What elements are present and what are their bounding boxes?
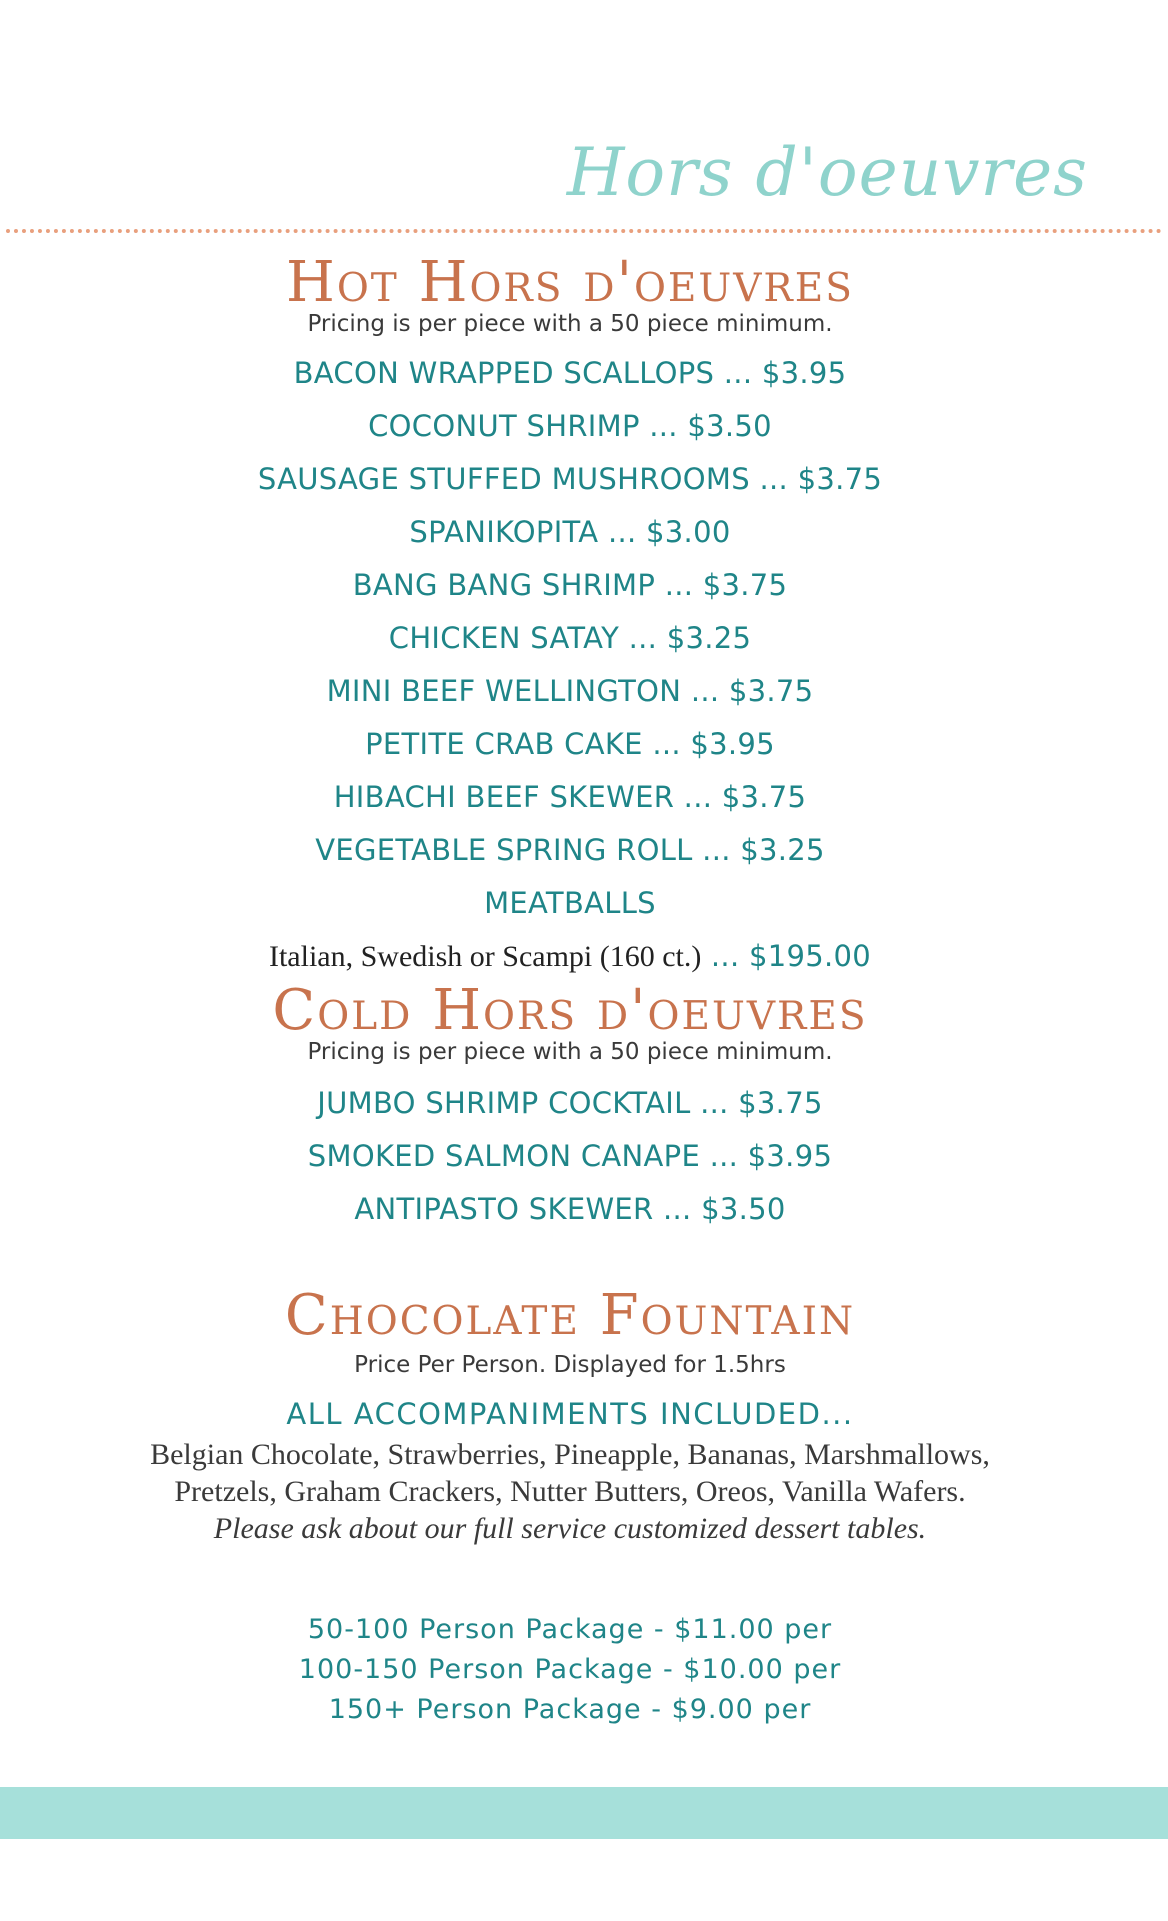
item-price: $3.25	[740, 833, 825, 867]
item-separator: ...	[642, 727, 691, 761]
hot-item	[0, 400, 1140, 453]
item-name: SPANIKOPITA	[409, 515, 599, 549]
item-separator: ...	[655, 568, 703, 602]
cold-item	[0, 1183, 1140, 1236]
dotted-divider	[6, 229, 1162, 233]
item-name: SAUSAGE STUFFED MUSHROOMS	[257, 462, 750, 496]
item-name: MINI BEEF WELLINGTON	[326, 674, 682, 708]
package-1: 50-100 Person Package - $11.00 per	[307, 1614, 833, 1645]
item-separator: ...	[714, 356, 762, 390]
item-price: $3.00	[646, 515, 731, 549]
hot-section-title: Hot Hors d'oeuvres	[285, 250, 854, 315]
item-name: JUMBO SHRIMP COCKTAIL	[317, 1086, 691, 1120]
hot-item	[0, 771, 1140, 824]
item-price: $3.95	[747, 1139, 833, 1173]
item-separator: ...	[681, 674, 729, 708]
item-separator: ...	[690, 1086, 739, 1120]
item-price: $3.75	[721, 780, 807, 814]
hot-pricing-note: Pricing is per piece with a 50 piece minimum.	[307, 311, 833, 337]
meatballs-detail-row	[0, 930, 1140, 983]
fountain-section-title: Chocolate Fountain	[284, 1283, 856, 1348]
item-price: $3.75	[738, 1086, 823, 1120]
item-price: $3.75	[797, 462, 883, 496]
meatballs-detail: Italian, Swedish or Scampi (160 ct.)	[268, 940, 702, 973]
hot-items-list	[0, 347, 1140, 877]
item-name: BACON WRAPPED SCALLOPS	[293, 356, 715, 390]
meatballs-block	[0, 877, 1140, 983]
item-name: CHICKEN SATAY	[388, 621, 620, 655]
hot-item	[0, 559, 1140, 612]
accompaniments-line-1: Belgian Chocolate, Strawberries, Pineapple, Bananas, Marshmallows,	[150, 1438, 990, 1471]
item-price: $3.50	[687, 409, 772, 443]
meatballs-label: MEATBALLS	[484, 886, 656, 920]
accompaniments-line-2: Pretzels, Graham Crackers, Nutter Butters, Oreos, Vanilla Wafers.	[174, 1475, 966, 1508]
item-separator: ...	[619, 621, 667, 655]
item-separator: ...	[653, 1192, 702, 1226]
footer-color-band	[0, 1787, 1168, 1839]
item-name: BANG BANG SHRIMP	[352, 568, 656, 602]
package-3: 150+ Person Package - $9.00 per	[328, 1694, 812, 1725]
hot-item	[0, 718, 1140, 771]
item-price: $3.75	[728, 674, 814, 708]
item-price: $3.25	[666, 621, 752, 655]
item-separator: ...	[598, 515, 647, 549]
cold-section-title: Cold Hors d'oeuvres	[272, 978, 868, 1043]
cold-items-list	[0, 1077, 1140, 1236]
package-2: 100-150 Person Package - $10.00 per	[298, 1654, 842, 1685]
item-price: $3.50	[701, 1192, 786, 1226]
item-price: $3.75	[702, 568, 788, 602]
item-name: VEGETABLE SPRING ROLL	[315, 833, 693, 867]
item-separator: ...	[749, 462, 798, 496]
cold-item	[0, 1077, 1140, 1130]
fountain-note: Price Per Person. Displayed for 1.5hrs	[354, 1352, 786, 1378]
item-price: $3.95	[690, 727, 775, 761]
item-separator: ...	[639, 409, 688, 443]
item-name: SMOKED SALMON CANAPE	[307, 1139, 701, 1173]
meatballs-separator: ...	[701, 939, 749, 973]
item-name: COCONUT SHRIMP	[368, 409, 640, 443]
item-separator: ...	[692, 833, 741, 867]
item-separator: ...	[674, 780, 722, 814]
item-price: $3.95	[761, 356, 847, 390]
page-script-title: Hors d'oeuvres	[566, 134, 1088, 211]
hot-item	[0, 665, 1140, 718]
cold-item	[0, 1130, 1140, 1183]
hot-item	[0, 506, 1140, 559]
hot-item	[0, 824, 1140, 877]
item-name: PETITE CRAB CAKE	[365, 727, 643, 761]
meatballs-price: $195.00	[748, 939, 872, 973]
dessert-tables-note: Please ask about our full service customized dessert tables.	[213, 1512, 927, 1545]
hot-item	[0, 612, 1140, 665]
hot-item	[0, 347, 1140, 400]
accompaniments-heading: ALL ACCOMPANIMENTS INCLUDED...	[286, 1397, 854, 1431]
hot-item	[0, 453, 1140, 506]
cold-pricing-note: Pricing is per piece with a 50 piece minimum.	[307, 1039, 833, 1065]
item-name: ANTIPASTO SKEWER	[354, 1192, 654, 1226]
item-separator: ...	[700, 1139, 748, 1173]
item-name: HIBACHI BEEF SKEWER	[333, 780, 675, 814]
